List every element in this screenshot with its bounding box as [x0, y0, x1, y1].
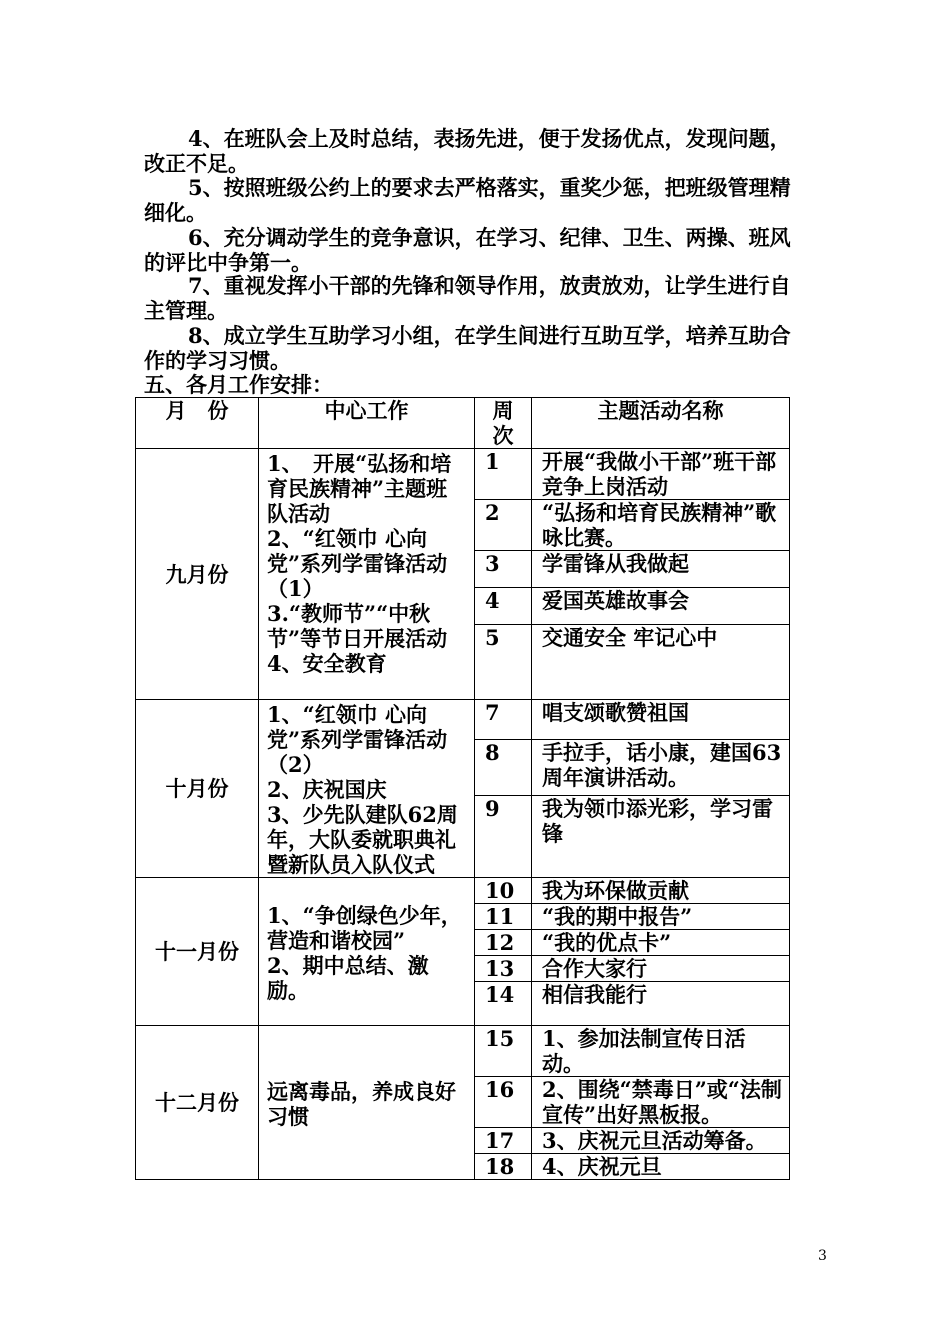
theme-cell: 3、庆祝元旦活动筹备。	[532, 1128, 790, 1154]
theme-cell: 我为领巾添光彩，学习雷锋	[532, 796, 790, 878]
week-cell: 15	[475, 1026, 532, 1077]
week-cell: 18	[475, 1154, 532, 1180]
theme-cell: 学雷锋从我做起	[532, 551, 790, 588]
center-work-cell	[259, 878, 475, 1026]
center-work-item: 3.“教师节”“中秋节”等节日开展活动	[267, 601, 448, 651]
center-work-cell	[259, 1026, 475, 1180]
week-cell: 9	[475, 796, 532, 878]
theme-cell: 爱国英雄故事会	[532, 588, 790, 625]
month-cell: 十月份	[136, 700, 259, 878]
theme-cell: “我的优点卡”	[532, 930, 790, 956]
header-week: 周次	[475, 398, 532, 449]
month-cell: 九月份	[136, 449, 259, 700]
table-row	[136, 1026, 790, 1077]
center-work-item: 1、 开展“弘扬和培育民族精神”主题班队活动	[267, 451, 452, 526]
week-cell: 16	[475, 1077, 532, 1128]
center-work-cell	[259, 700, 475, 878]
week-cell: 4	[475, 588, 532, 625]
paragraph-text: 5、按照班级公约上的要求去严格落实，重奖少惩，把班级管理精细化。	[144, 175, 791, 225]
center-work-item: 2、“红领巾 心向党”系列学雷锋活动（1）	[267, 526, 448, 601]
theme-cell: 2、围绕“禁毒日”或“法制宣传”出好黑板报。	[532, 1077, 790, 1128]
center-work-item: 2、期中总结、激励。	[267, 952, 429, 1003]
theme-cell: 我为环保做贡献	[532, 878, 790, 904]
theme-cell: 4、庆祝元旦	[532, 1154, 790, 1180]
theme-cell: 开展“我做小干部”班干部竞争上岗活动	[532, 449, 790, 500]
table-body	[136, 449, 790, 1180]
paragraph-text: 7、重视发挥小干部的先锋和领导作用，放责放劝，让学生进行自主管理。	[144, 273, 791, 323]
center-work-item: 1、“争创绿色少年，营造和谐校园”	[267, 902, 462, 953]
paragraph-5	[144, 175, 806, 225]
center-work-item: 3、少先队建队62周年，大队委就职典礼暨新队员入队仪式	[267, 802, 458, 877]
theme-cell: 1、参加法制宣传日活动。	[532, 1026, 790, 1077]
header-month: 月 份	[136, 398, 259, 449]
center-work-item: 1、“红领巾 心向党”系列学雷锋活动（2）	[267, 702, 448, 777]
center-work-item: 4、安全教育	[267, 651, 387, 676]
week-cell: 1	[475, 449, 532, 500]
week-cell: 3	[475, 551, 532, 588]
section-heading: 五、各月工作安排：	[144, 372, 333, 397]
week-cell: 2	[475, 500, 532, 551]
theme-cell: 合作大家行	[532, 956, 790, 982]
theme-cell: 交通安全 牢记心中	[532, 625, 790, 700]
center-work-item: 2、庆祝国庆	[267, 777, 387, 802]
week-cell: 10	[475, 878, 532, 904]
paragraph-4	[144, 126, 806, 176]
table-row	[136, 700, 790, 740]
theme-cell: 唱支颂歌赞祖国	[532, 700, 790, 740]
header-center-work: 中心工作	[259, 398, 475, 449]
theme-cell: 手拉手，话小康，建国63周年演讲活动。	[532, 740, 790, 796]
page-number: 3	[818, 1248, 827, 1264]
paragraph-7	[144, 273, 806, 323]
center-work-item: 远离毒品，养成良好习惯	[267, 1078, 456, 1129]
week-cell: 8	[475, 740, 532, 796]
paragraph-text: 6、充分调动学生的竞争意识，在学习、纪律、卫生、两操、班风的评比中争第一。	[144, 225, 791, 275]
paragraph-text: 8、成立学生互助学习小组，在学生间进行互助互学，培养互助合作的学习习惯。	[144, 323, 791, 373]
theme-cell: 相信我能行	[532, 982, 790, 1026]
month-cell: 十一月份	[136, 878, 259, 1026]
week-cell: 12	[475, 930, 532, 956]
month-cell: 十二月份	[136, 1026, 259, 1180]
week-cell: 7	[475, 700, 532, 740]
week-cell: 5	[475, 625, 532, 700]
schedule-table	[135, 397, 790, 1180]
paragraph-6	[144, 225, 806, 275]
paragraph-text: 4、在班队会上及时总结，表扬先进，便于发扬优点，发现问题，改正不足。	[144, 126, 791, 176]
week-cell: 17	[475, 1128, 532, 1154]
week-cell: 13	[475, 956, 532, 982]
theme-cell: “弘扬和培育民族精神”歌咏比赛。	[532, 500, 790, 551]
week-cell: 11	[475, 904, 532, 930]
table-row	[136, 449, 790, 500]
center-work-cell	[259, 449, 475, 700]
paragraph-8	[144, 323, 806, 373]
theme-cell: “我的期中报告”	[532, 904, 790, 930]
table-header-row	[136, 398, 790, 449]
table-row	[136, 878, 790, 904]
week-cell: 14	[475, 982, 532, 1026]
header-theme: 主题活动名称	[532, 398, 790, 449]
